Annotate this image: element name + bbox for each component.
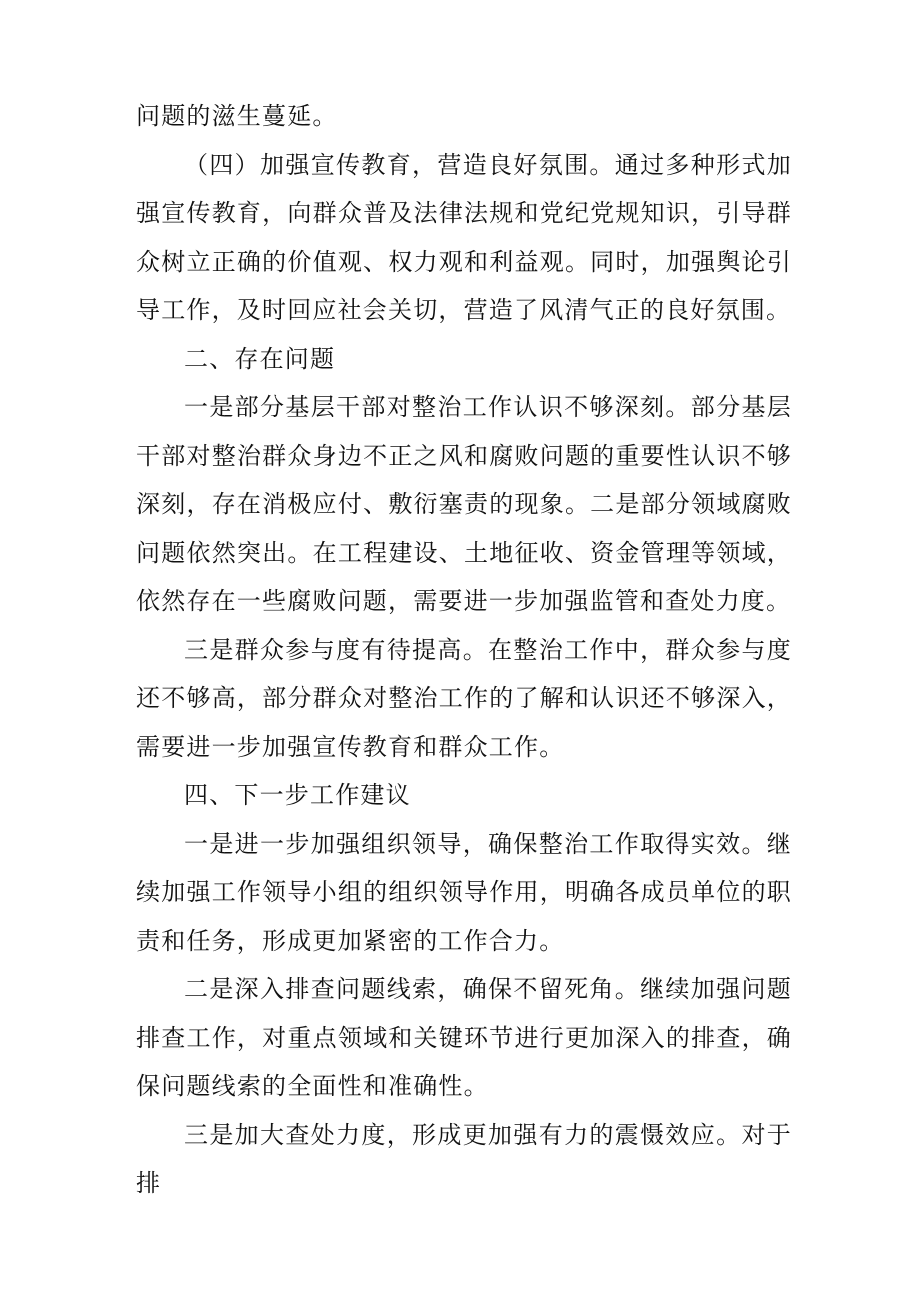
paragraph-continuation: 问题的滋生蔓延。 — [136, 102, 338, 130]
paragraph-suggestion-1: 一是进一步加强组织领导，确保整治工作取得实效。继续加强工作领导小组的组织领导作用，明确各成员单位的职责和任务，形成更加紧密的工作合力。 — [136, 829, 792, 955]
heading-next-steps: 四、下一步工作建议 — [184, 781, 411, 809]
paragraph-problem-3: 三是群众参与度有待提高。在整治工作中，群众参与度还不够高，部分群众对整治工作的了解和认识还不够深入，需要进一步加强宣传教育和群众工作。 — [136, 635, 792, 761]
paragraph-problems-1-2: 一是部分基层干部对整治工作认识不够深刻。部分基层干部对整治群众身边不正之风和腐败问题的重要性认识不够深刻，存在消极应付、敷衍塞责的现象。二是部分领域腐败问题依然突出。在工程建设、土地征收、资金管理等领域，依然存在一些腐败问题，需要进一步加强监管和查处力度。 — [136, 393, 792, 615]
document-body — [136, 92, 792, 1208]
paragraph-suggestion-2: 二是深入排查问题线索，确保不留死角。继续加强问题排查工作，对重点领域和关键环节进行更加深入的排查，确保问题线索的全面性和准确性。 — [136, 975, 792, 1100]
paragraph-section-4-publicity: （四）加强宣传教育，营造良好氛围。通过多种形式加强宣传教育，向群众普及法律法规和党纪党规知识，引导群众树立正确的价值观、权力观和利益观。同时，加强舆论引导工作，及时回应社会关切，营造了风清气正的良好氛围。 — [136, 150, 792, 324]
heading-existing-problems: 二、存在问题 — [184, 344, 336, 373]
paragraph-suggestion-3: 三是加大查处力度，形成更加强有力的震慑效应。对于排 — [136, 1120, 792, 1197]
